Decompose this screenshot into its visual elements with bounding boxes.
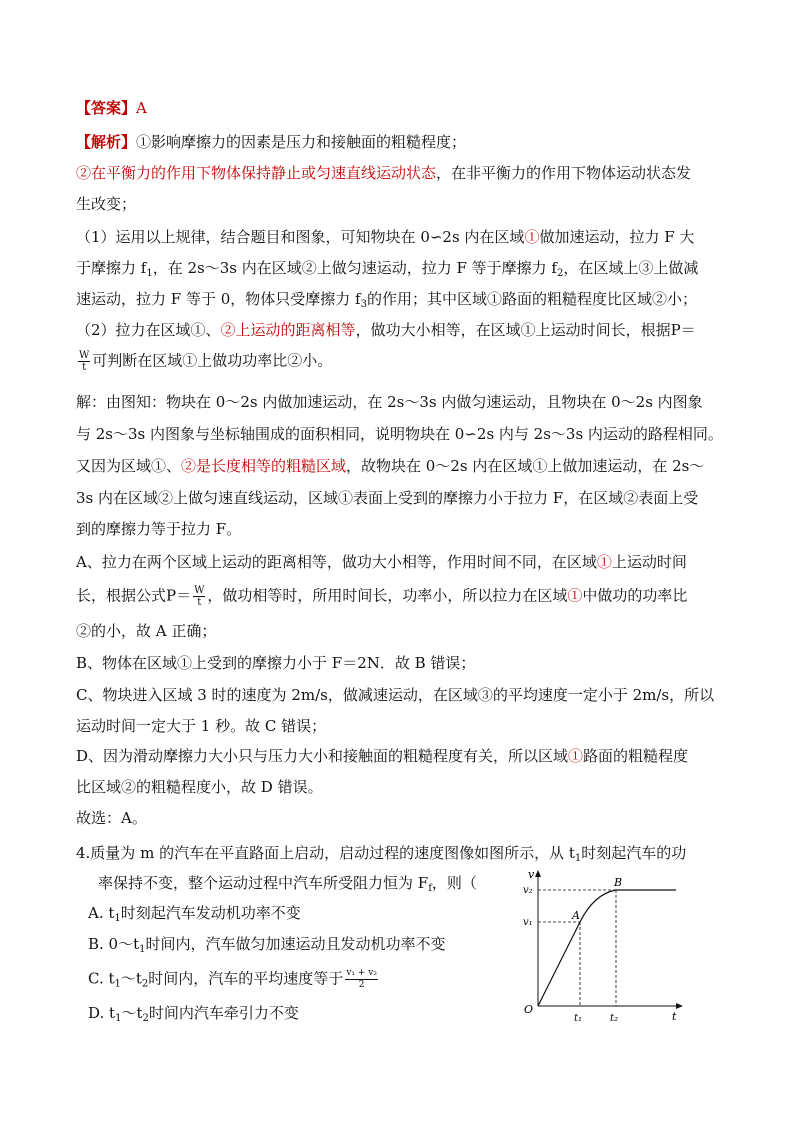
option-a-line-3	[76, 621, 216, 641]
option-c-prefix: C. t	[88, 969, 115, 988]
analysis-p3-a-red: ①	[524, 228, 540, 246]
answer-line	[76, 98, 147, 118]
analysis-p3-c2: 的作用；其中区域①路面的粗糙程度比区域②小；	[366, 290, 697, 308]
v2-label: v₂	[523, 885, 533, 896]
solution-a1-b: 上运动时间	[611, 553, 687, 571]
solution-line-4	[76, 488, 698, 508]
option-b-line	[76, 653, 475, 673]
fraction-denominator: t	[82, 362, 87, 373]
analysis-intro: ①影响摩擦力的因素是压力和接触面的粗糙程度；	[136, 133, 467, 151]
velocity-time-graph	[518, 866, 688, 1026]
analysis-line-8	[76, 350, 332, 373]
solution-a2-b: ，做功相等时，所用时间长，功率小，所以拉力在区域	[207, 586, 568, 605]
analysis-p3-a-end: 做加速运动，拉力 F 大	[539, 228, 695, 246]
power-fraction-2	[193, 585, 205, 608]
option-c-text: 时间内，汽车的平均速度等于	[148, 969, 344, 988]
solution-a2-a: 长，根据公式P＝	[76, 586, 192, 605]
solution-b: B、物体在区域①上受到的摩擦力小于 F＝2N．故 B 错误；	[76, 654, 476, 672]
t2-label: t₂	[610, 1013, 619, 1024]
fraction-numerator: W	[194, 585, 205, 596]
analysis-line-2	[76, 163, 691, 183]
analysis-line-1	[76, 132, 466, 152]
solution-s5: 到的摩擦力等于拉力 F。	[76, 520, 242, 538]
fraction-denominator: 2	[358, 980, 365, 990]
solution-a3: ②的小，故 A 正确；	[76, 622, 217, 640]
analysis-line-3	[76, 194, 136, 214]
option-b-text: 时间内，汽车做匀加速运动且发动机功率不变	[145, 935, 446, 953]
option-d-text: 时间内汽车牵引力不变	[148, 1004, 299, 1022]
analysis-p4-b: ，做功大小相等，在区域①上运动时间长，根据P＝	[355, 321, 696, 339]
analysis-line-5	[76, 258, 698, 284]
analysis-p3-b2: ，在 2s～3s 内在区域②上做匀速运动，拉力 F 等于摩擦力 f	[152, 259, 557, 277]
option-d-mid: ～t	[121, 1004, 143, 1022]
solution-s2: 与 2s～3s 内图象与坐标轴围成的面积相同，说明物块在 0∽2s 内与 2s～3s 内运动的路程相同。	[76, 425, 723, 443]
solution-d2: 比区域②的粗糙程度小，故 D 错误。	[76, 778, 323, 796]
option-a-text: 时刻起汽车发动机功率不变	[120, 904, 301, 922]
solution-a1-a: A、拉力在两个区域上运动的距离相等，做功大小相等，作用时间不同，在区域	[76, 553, 597, 571]
option-d-line-2	[76, 777, 323, 797]
solution-line-2	[76, 424, 723, 444]
power-fraction	[78, 350, 90, 373]
option-c-sub2: 2	[141, 978, 149, 990]
solution-a1-red: ①	[596, 553, 612, 571]
question4-q2-a: 率保持不变，整个运动过程中汽车所受阻力恒为 F	[98, 874, 429, 892]
analysis-p3-c1-sub: 3	[360, 299, 367, 310]
option-a-line-2	[76, 585, 687, 608]
option-b-sub: 1	[139, 944, 146, 955]
option-d-sub1: 1	[115, 1013, 122, 1024]
option-c-mid: ～t	[120, 969, 142, 988]
fraction-numerator: W	[79, 350, 90, 361]
option-c-line-2	[76, 716, 326, 736]
question4-q1-sub: 1	[574, 853, 582, 864]
analysis-label: 【解析】	[76, 133, 137, 151]
fraction-numerator: v₁ + v₂	[346, 968, 377, 978]
y-axis-arrow	[535, 870, 541, 877]
analysis-p3-b2-sub: 2	[557, 268, 564, 279]
analysis-p3-a: （1）运用以上规律，结合题目和图象，可知物块在 0∽2s 内在区域	[76, 228, 525, 246]
analysis-line-4	[76, 227, 694, 247]
answer-value: A	[136, 99, 147, 117]
question4-option-c	[88, 968, 380, 995]
solution-s4: 3s 内在区域②上做匀速直线运动，区域①表面上受到的摩擦力小于拉力 F，在区域②表面上受	[76, 489, 699, 507]
x-axis-arrow	[676, 1003, 683, 1009]
solution-line-1	[76, 392, 703, 412]
analysis-p4-c: 可判断在区域①上做功功率比②小。	[92, 351, 333, 370]
point-a-label: A	[572, 909, 580, 922]
question4-q1-a: 4.质量为 m 的汽车在平直路面上启动，启动过程的速度图像如图所示，从 t	[76, 844, 575, 862]
analysis-line-6	[76, 289, 697, 315]
solution-s3-a: 又因为区域①、	[76, 457, 182, 475]
analysis-p2-red: ②在平衡力的作用下物体保持静止或匀速直线运动状态	[76, 164, 437, 182]
solution-s1: 解：由图知：物块在 0～2s 内做加速运动，在 2s～3s 内做匀速运动，且物块在 0～2s 内图象	[76, 393, 703, 411]
point-b-label: B	[614, 876, 623, 889]
question4-option-a	[88, 903, 301, 929]
solution-d1-red: ①	[568, 747, 584, 765]
conclusion-line	[76, 808, 147, 828]
solution-line-3	[76, 456, 704, 476]
solution-s3-b: ，故物块在 0～2s 内在区域①上做加速运动，在 2s～	[346, 457, 705, 475]
average-velocity-fraction	[345, 968, 378, 991]
analysis-p3-b1-sub: 1	[146, 268, 153, 279]
solution-line-5	[76, 519, 241, 539]
question4-q1-b: 时刻起汽车的功	[581, 844, 687, 862]
question4-q2-sub: f	[428, 883, 432, 894]
fraction-denominator: t	[197, 597, 202, 608]
option-c-line-1	[76, 685, 714, 705]
analysis-p2-cont: 生改变；	[76, 195, 137, 213]
y-axis-label: v	[528, 868, 535, 881]
analysis-line-7	[76, 320, 696, 340]
x-axis-label: t	[672, 1010, 677, 1023]
option-d-line-1	[76, 746, 688, 766]
option-b-prefix: B. 0～t	[88, 935, 140, 953]
option-a-prefix: A. t	[88, 904, 115, 922]
question4-line-2	[98, 873, 477, 899]
solution-d1-a: D、因为滑动摩擦力大小只与压力大小和接触面的粗糙程度有关，所以区域	[76, 747, 569, 765]
velocity-curve	[538, 890, 676, 1006]
analysis-p3-b1: 于摩擦力 f	[76, 259, 147, 277]
analysis-p4-a: （2）拉力在区域①、	[76, 321, 221, 339]
solution-c1: C、物块进入区域 3 时的速度为 2m/s，做减速运动，在区域③的平均速度一定小于 2m/s，所以	[76, 686, 715, 704]
solution-c2: 运动时间一定大于 1 秒。故 C 错误；	[76, 717, 327, 735]
analysis-p2-rest: ，在非平衡力的作用下物体运动状态发	[436, 164, 692, 182]
option-a-sub: 1	[114, 913, 121, 924]
answer-label: 【答案】	[76, 99, 137, 117]
analysis-p4-red: ②上运动的距离相等	[220, 321, 356, 339]
question4-q2-b: ，则（	[431, 874, 477, 892]
v1-label: v₁	[523, 917, 533, 928]
solution-d1-b: 路面的粗糙程度	[583, 747, 689, 765]
solution-a2-red: ①	[567, 586, 583, 605]
analysis-p3-c1: 速运动，拉力 F 等于 0，物体只受摩擦力 f	[76, 290, 361, 308]
option-d-prefix: D. t	[88, 1004, 116, 1022]
solution-s3-red: ②是长度相等的粗糙区域	[181, 457, 347, 475]
t1-label: t₁	[574, 1013, 583, 1024]
option-d-sub2: 2	[142, 1013, 149, 1024]
option-a-line-1	[76, 552, 687, 572]
question4-option-b	[88, 934, 446, 960]
analysis-p3-b3: ，在区域上③上做减	[563, 259, 699, 277]
solution-conclusion: 故选：A。	[76, 809, 147, 827]
origin-label: O	[524, 1003, 534, 1016]
solution-a2-c: 中做功的功率比	[582, 586, 688, 605]
question4-option-d	[88, 1003, 299, 1029]
option-c-sub1: 1	[114, 978, 121, 990]
